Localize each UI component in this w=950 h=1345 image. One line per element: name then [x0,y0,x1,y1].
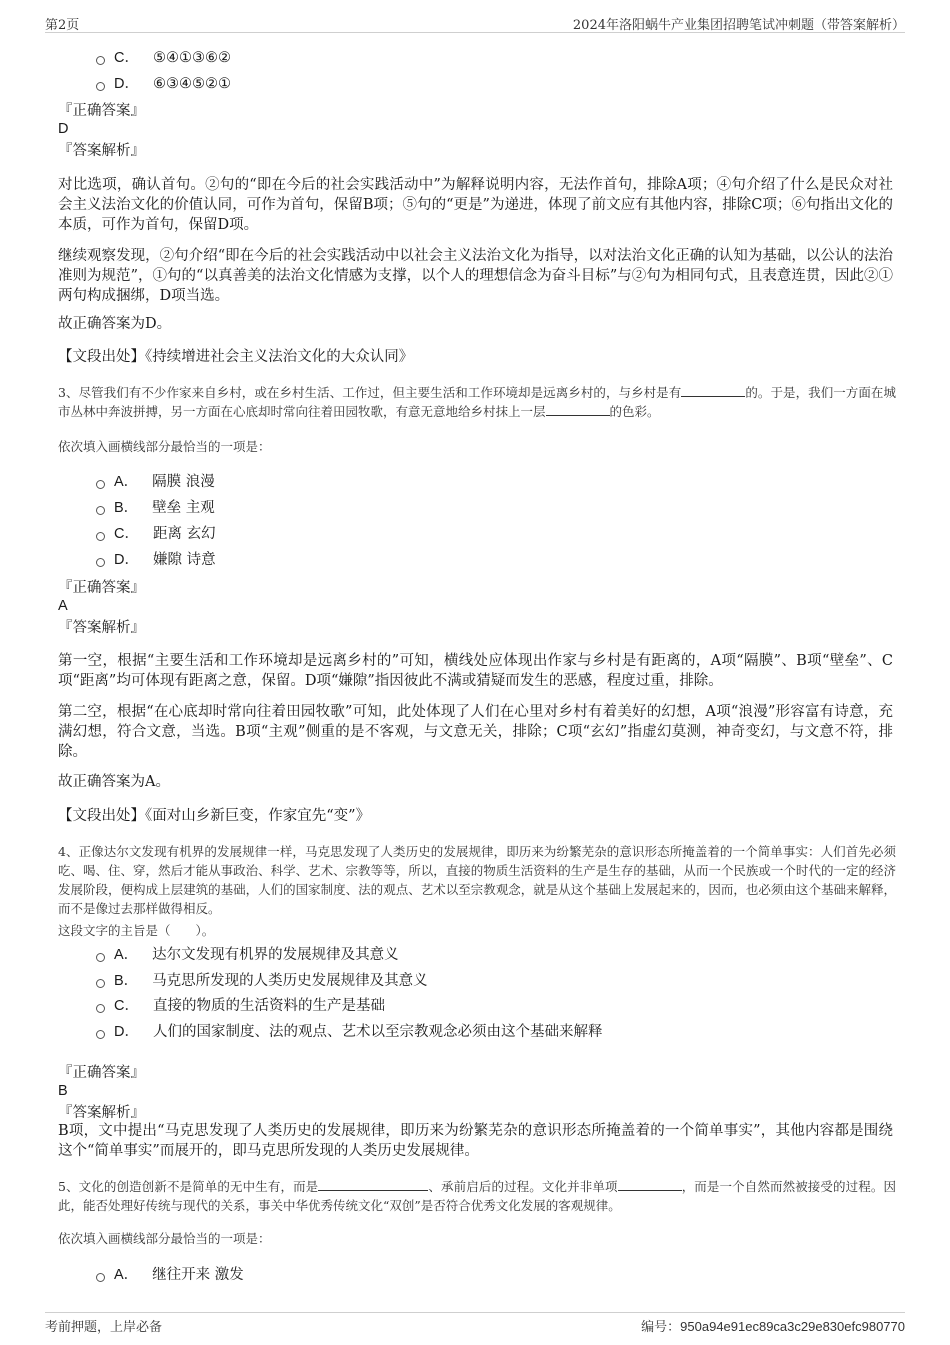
footer-slogan: 考前押题，上岸必备 [45,1320,163,1335]
radio-icon[interactable] [96,979,105,988]
page-header [45,10,905,33]
page-footer [45,1312,905,1335]
radio-icon[interactable] [96,82,105,91]
q2-analysis-label: 『答案解析』 [58,143,145,159]
q3-option-c[interactable]: C． 距离 玄幻 [96,524,216,544]
q3-analysis-label: 『答案解析』 [58,620,145,636]
q5-option-a[interactable]: A． 继往开来 激发 [96,1265,244,1285]
blank-line [318,1178,428,1191]
q3-option-d[interactable]: D． 嫌隙 诗意 [96,550,216,570]
q4-question: 这段文字的主旨是（ ）。 [58,923,215,938]
q2-source: 【文段出处】《持续增进社会主义法治文化的大众认同》 [58,349,414,365]
q5-instruction: 依次填入画横线部分最恰当的一项是： [58,1231,271,1246]
radio-icon[interactable] [96,532,105,541]
radio-icon[interactable] [96,953,105,962]
q4-answer-label: 『正确答案』 [58,1065,145,1081]
radio-icon[interactable] [96,558,105,567]
radio-icon[interactable] [96,56,105,65]
footer-code: 编号：950a94e91ec89ca3c29e830efc980770 [641,1319,905,1335]
q2-analysis-p3: 故正确答案为D。 [58,316,172,332]
q4-answer: B [58,1083,68,1099]
q3-instruction: 依次填入画横线部分最恰当的一项是： [58,439,271,454]
q3-answer-label: 『正确答案』 [58,580,145,596]
q3-analysis-p3: 故正确答案为A。 [58,774,170,790]
q3-analysis-p2: 第二空，根据“在心底却时常向往着田园牧歌”可知，此处体现了人们在心里对乡村有着美好的幻想，A项“浪漫”形容富有诗意，充满幻想，符合文意，当选。B项“主观”侧重的是不客观，与文意无关，排除；C项“玄幻”指虚幻莫测，神奇变幻，与文意不符，排除。 [58,704,893,760]
q3-answer: A [58,598,68,614]
q4-analysis-label: 『答案解析』 [58,1105,145,1121]
q2-answer: D [58,121,69,137]
q2-option-c[interactable]: C． ⑤④①③⑥② [96,48,231,68]
document-title: 2024年洛阳蜗牛产业集团招聘笔试冲刺题（带答案解析） [572,18,905,33]
q3-text: 3、尽管我们有不少作家来自乡村，或在乡村生活、工作过，但主要生活和工作环境却是远离乡村的，与乡村是有 的。于是，我们一方面在城市丛林中奔波拼搏，另一方面在心底却时常向往着田园牧歌，有意无意地给乡村抹上一层 的色彩。 [58,385,896,419]
radio-icon[interactable] [96,480,105,489]
q4-analysis: B项，文中提出“马克思发现了人类历史的发展规律，即历来为纷繁芜杂的意识形态所掩盖着的一个简单事实”，其他内容都是围绕这个“简单事实”而展开的，即马克思所发现的人类历史发展规律。 [58,1123,893,1159]
blank-line [546,403,610,416]
blank-line [681,384,745,397]
q2-analysis-p2: 继续观察发现，②句介绍“即在今后的社会实践活动中以社会主义法治文化为指导，以对法治文化正确的认知为基础，以公认的法治准则为规范”，①句的“以真善美的法治文化情感为支撑，以个人的理想信念为奋斗目标”与②句为相同句式，且表意连贯，因此②①两句构成捆绑，D项当选。 [58,248,893,304]
q4-option-a[interactable]: A． 达尔文发现有机界的发展规律及其意义 [96,945,399,965]
q2-answer-label: 『正确答案』 [58,103,145,119]
page-number: 第2页 [45,18,80,33]
blank-line [618,1178,682,1191]
q5-text: 5、文化的创造创新不是简单的无中生有，而是 、承前启后的过程。文化并非单项 ，而是一个自然而然被接受的过程。因此，能否处理好传统与现代的关系，事关中华优秀传统文化“双创”是否符合优秀文化发展的客观规律。 [58,1179,896,1213]
q2-analysis-p1: 对比选项，确认首句。②句的“即在今后的社会实践活动中”为解释说明内容，无法作首句，排除A项；④句介绍了什么是民众对社会主义法治文化的价值认同，可作为首句，保留B项；⑤句的“更是”为递进，体现了前文应有其他内容，排除C项；⑥句指出文化的本质，可作为首句，保留D项。 [58,177,893,233]
q2-option-d[interactable]: D． ⑥③④⑤②① [96,74,231,94]
radio-icon[interactable] [96,1030,105,1039]
q3-analysis-p1: 第一空，根据“主要生活和工作环境却是远离乡村的”可知，横线处应体现出作家与乡村是有距离的，A项“隔膜”、B项“壁垒”、C项“距离”均可体现有距离之意，保留。D项“嫌隙”指因彼此不满或猜疑而发生的恶感，程度过重，排除。 [58,653,893,689]
q3-source: 【文段出处】《面对山乡新巨变，作家宜先“变”》 [58,808,371,824]
radio-icon[interactable] [96,1273,105,1282]
q3-option-b[interactable]: B． 壁垒 主观 [96,498,215,518]
q4-option-c[interactable]: C． 直接的物质的生活资料的生产是基础 [96,996,385,1016]
q4-text: 4、正像达尔文发现有机界的发展规律一样，马克思发现了人类历史的发展规律，即历来为纷繁芜杂的意识形态所掩盖着的一个简单事实：人们首先必须吃、喝、住、穿，然后才能从事政治、科学、艺术、宗教等等，所以，直接的物质生活资料的生产是生存的基础，从而一个民族或一个时代的一定的经济发展阶段，便构成上层建筑的基础，人们的国家制度、法的观点、艺术以至宗教观念，就是从这个基础上发展起来的，因而，也必须由这个基础来解释，而不是像过去那样做得相反。 [58,844,896,916]
q4-option-b[interactable]: B． 马克思所发现的人类历史发展规律及其意义 [96,971,428,991]
radio-icon[interactable] [96,506,105,515]
q4-option-d[interactable]: D． 人们的国家制度、法的观点、艺术以至宗教观念必须由这个基础来解释 [96,1022,602,1042]
radio-icon[interactable] [96,1004,105,1013]
q3-option-a[interactable]: A． 隔膜 浪漫 [96,472,215,492]
